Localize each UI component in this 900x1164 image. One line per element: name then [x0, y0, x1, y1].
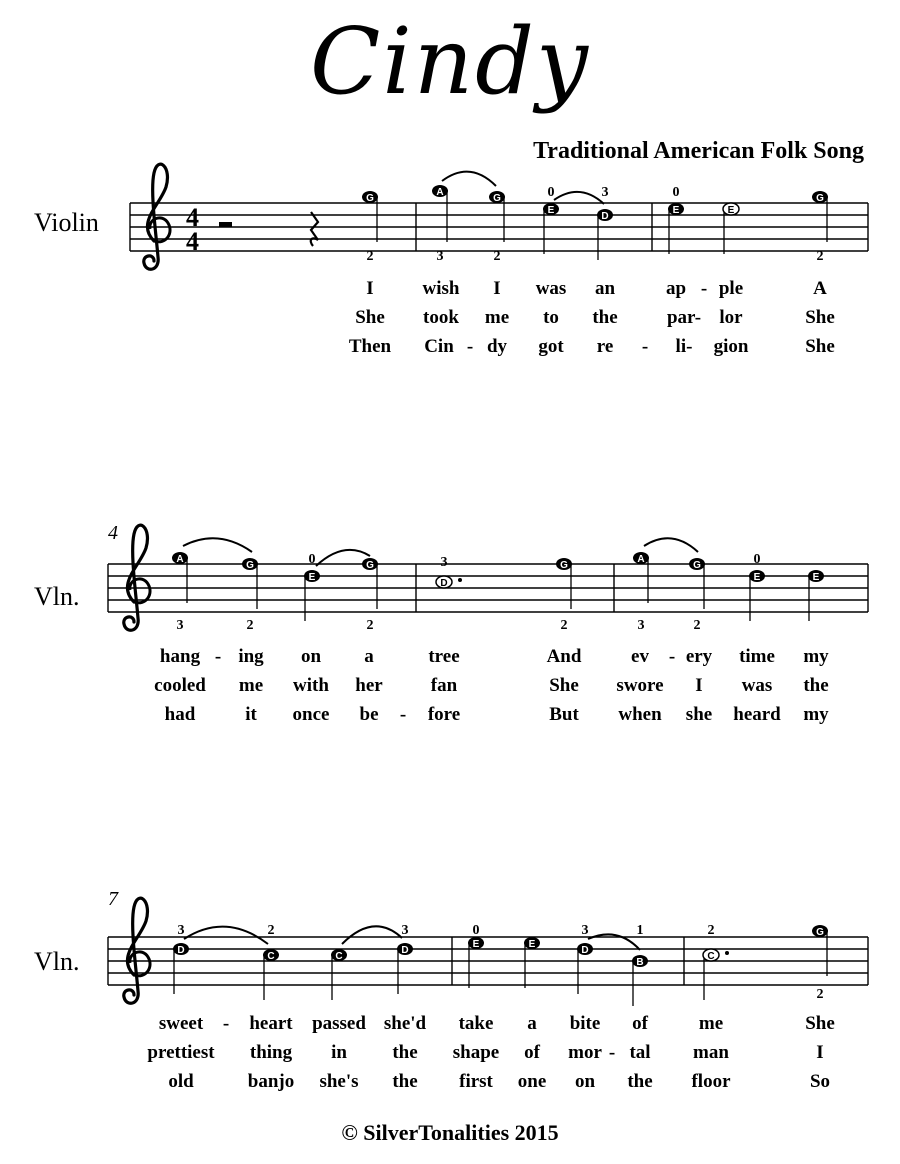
lyric: lor	[719, 307, 743, 328]
note-s3-4	[397, 923, 413, 994]
svg-text:A: A	[436, 187, 444, 198]
lyric: ple	[718, 278, 744, 299]
lyric: prettiest	[147, 1042, 215, 1063]
svg-text:E: E	[547, 205, 555, 216]
slur	[554, 192, 604, 204]
lyric: in	[331, 1042, 347, 1063]
note-s3-7	[577, 923, 593, 994]
lyric: the	[392, 1071, 418, 1092]
half-rest-icon	[219, 222, 232, 227]
lyric: once	[292, 704, 330, 725]
lyric: -	[222, 1013, 230, 1034]
svg-text:2: 2	[560, 618, 568, 633]
svg-text:E: E	[528, 939, 536, 950]
lyric: A	[813, 278, 827, 299]
lyric: mor	[568, 1042, 602, 1063]
lyric: I	[366, 278, 374, 299]
lyric: the	[803, 675, 829, 696]
note-s2-6	[556, 558, 572, 633]
slur	[342, 926, 402, 944]
svg-text:0: 0	[308, 552, 316, 567]
note-s2-3	[304, 552, 320, 621]
measure-number-4: 4	[108, 522, 118, 544]
svg-text:D: D	[177, 945, 185, 956]
lyric: to	[543, 307, 559, 328]
svg-text:2: 2	[707, 923, 715, 938]
lyric: swore	[616, 675, 664, 696]
svg-text:2: 2	[267, 923, 275, 938]
note-s1-2	[432, 185, 448, 264]
lyric: her	[355, 675, 383, 696]
svg-text:2: 2	[816, 249, 824, 264]
svg-text:A: A	[176, 554, 184, 565]
svg-text:3: 3	[601, 185, 609, 200]
lyric: heard	[733, 704, 781, 725]
svg-text:E: E	[308, 572, 316, 583]
measure-number-7: 7	[108, 888, 118, 910]
svg-text:E: E	[472, 939, 480, 950]
lyric: fan	[430, 675, 458, 696]
lyric: took	[423, 307, 459, 328]
svg-text:G: G	[816, 193, 824, 204]
lyric: of	[632, 1013, 648, 1034]
svg-text:0: 0	[547, 185, 555, 200]
lyric: bite	[569, 1013, 601, 1034]
note-s2-5	[436, 555, 462, 589]
lyric: passed	[312, 1013, 366, 1034]
lyric: thing	[249, 1042, 293, 1063]
svg-text:3: 3	[581, 923, 589, 938]
note-s1-7	[723, 203, 739, 254]
slur	[184, 927, 268, 944]
svg-text:G: G	[560, 560, 568, 571]
svg-text:2: 2	[816, 987, 824, 1002]
lyric: me	[484, 307, 510, 328]
lyric: -	[214, 646, 222, 667]
svg-text:2: 2	[366, 249, 374, 264]
lyric: -	[668, 646, 676, 667]
lyric: on	[574, 1071, 596, 1092]
lyric: banjo	[247, 1071, 295, 1092]
lyric: on	[300, 646, 322, 667]
lyric: cooled	[154, 675, 206, 696]
svg-text:G: G	[246, 560, 254, 571]
note-s3-5	[468, 923, 484, 988]
slur	[183, 538, 252, 552]
lyric: ery	[685, 646, 713, 667]
lyric: -	[608, 1042, 616, 1063]
lyric: old	[168, 1071, 194, 1092]
lyric: hang	[159, 646, 201, 667]
svg-text:D: D	[601, 211, 609, 222]
lyric: got	[538, 336, 564, 357]
svg-text:C: C	[707, 951, 715, 962]
svg-text:2: 2	[246, 618, 254, 633]
svg-text:2: 2	[693, 618, 701, 633]
lyric: She	[805, 307, 835, 328]
treble-clef-icon	[144, 164, 170, 269]
svg-text:E: E	[727, 205, 735, 216]
svg-text:D: D	[581, 945, 589, 956]
svg-text:3: 3	[177, 923, 185, 938]
lyric: tal	[629, 1042, 651, 1063]
svg-text:C: C	[335, 951, 343, 962]
svg-text:B: B	[636, 957, 644, 968]
treble-clef-icon	[124, 525, 150, 630]
lyric: fore	[427, 704, 461, 725]
lyric: a	[364, 646, 374, 667]
lyric: time	[739, 646, 775, 667]
lyric: gion	[713, 336, 749, 357]
lyric: of	[524, 1042, 540, 1063]
note-s3-3	[331, 949, 347, 1000]
lyric: had	[164, 704, 196, 725]
svg-text:G: G	[693, 560, 701, 571]
lyric: -	[641, 336, 649, 357]
svg-text:2: 2	[493, 249, 501, 264]
lyric: me	[238, 675, 264, 696]
lyric: the	[627, 1071, 653, 1092]
note-s2-2	[242, 558, 258, 633]
lyric: li-	[675, 336, 693, 357]
lyric: she's	[319, 1071, 359, 1092]
note-s2-9	[749, 552, 765, 621]
svg-text:G: G	[366, 560, 374, 571]
time-sig-bottom: 4	[186, 227, 199, 256]
note-s3-1	[173, 923, 189, 994]
lyric: she	[685, 704, 713, 725]
note-s3-8	[632, 923, 648, 1006]
staff-system-2	[108, 525, 868, 633]
lyric: when	[618, 704, 662, 725]
treble-clef-icon	[124, 898, 150, 1003]
svg-text:A: A	[637, 554, 645, 565]
lyric: -	[466, 336, 474, 357]
lyric: So	[809, 1071, 831, 1092]
lyric: she'd	[383, 1013, 427, 1034]
lyric: one	[517, 1071, 547, 1092]
staff-system-1	[130, 164, 868, 269]
lyric: Then	[348, 336, 392, 357]
svg-text:3: 3	[440, 555, 448, 570]
copyright-notice: © SilverTonalities 2015	[341, 1120, 559, 1145]
slur	[442, 172, 496, 186]
lyric: And	[546, 646, 582, 667]
lyric: the	[592, 307, 618, 328]
svg-text:D: D	[440, 578, 448, 589]
svg-text:3: 3	[436, 249, 444, 264]
staff-system-3	[108, 898, 868, 1006]
svg-text:E: E	[812, 572, 820, 583]
lyric: take	[458, 1013, 494, 1034]
lyric: a	[527, 1013, 537, 1034]
lyric: sweet	[158, 1013, 204, 1034]
note-s1-6	[668, 185, 684, 254]
svg-text:0: 0	[672, 185, 680, 200]
lyric: with	[293, 675, 329, 696]
lyric: ev	[631, 646, 649, 667]
svg-text:3: 3	[176, 618, 184, 633]
lyric: ing	[238, 646, 264, 667]
quarter-rest-icon	[311, 212, 318, 246]
svg-text:3: 3	[637, 618, 645, 633]
svg-text:3: 3	[401, 923, 409, 938]
lyric: She	[805, 336, 835, 357]
song-title: Cindy	[310, 8, 590, 115]
lyric: my	[803, 704, 829, 725]
svg-text:E: E	[672, 205, 680, 216]
lyric: the	[392, 1042, 418, 1063]
lyric: I	[493, 278, 501, 299]
lyric: was	[535, 278, 567, 299]
lyric: shape	[452, 1042, 500, 1063]
svg-text:C: C	[267, 951, 275, 962]
lyric: She	[355, 307, 385, 328]
instrument-label-vln-2: Vln.	[34, 582, 80, 611]
lyric: was	[741, 675, 773, 696]
svg-text:0: 0	[753, 552, 761, 567]
lyric: Cin	[424, 336, 454, 357]
slur	[644, 538, 698, 552]
lyric: floor	[691, 1071, 731, 1092]
lyric: me	[698, 1013, 724, 1034]
lyric: my	[803, 646, 829, 667]
lyric: man	[693, 1042, 729, 1063]
lyric: She	[549, 675, 579, 696]
lyric: I	[695, 675, 703, 696]
svg-text:D: D	[401, 945, 409, 956]
lyric: She	[805, 1013, 835, 1034]
lyric: -	[700, 278, 708, 299]
lyric: it	[245, 704, 257, 725]
svg-text:1: 1	[636, 923, 644, 938]
note-s2-4	[362, 558, 378, 633]
lyric: be	[359, 704, 379, 725]
lyric: ap	[665, 278, 687, 299]
note-s1-4	[543, 185, 559, 254]
svg-text:G: G	[366, 193, 374, 204]
lyric: par-	[666, 307, 702, 328]
note-s2-10	[808, 570, 824, 621]
lyric: But	[549, 704, 579, 725]
lyric: an	[594, 278, 616, 299]
instrument-label-vln-3: Vln.	[34, 947, 80, 976]
lyric: first	[459, 1071, 493, 1092]
lyric: wish	[422, 278, 460, 299]
note-s3-6	[524, 937, 540, 988]
lyric: I	[816, 1042, 824, 1063]
svg-text:G: G	[816, 927, 824, 938]
lyric: tree	[428, 646, 460, 667]
svg-text:G: G	[493, 193, 501, 204]
svg-text:0: 0	[472, 923, 480, 938]
lyric: -	[399, 704, 407, 725]
instrument-label-violin: Violin	[34, 208, 99, 237]
lyric: heart	[249, 1013, 293, 1034]
lyric: re	[596, 336, 614, 357]
composer-credit: Traditional American Folk Song	[533, 138, 864, 164]
note-s1-5	[597, 185, 613, 260]
lyric: dy	[486, 336, 508, 357]
svg-text:2: 2	[366, 618, 374, 633]
time-sig-top: 4	[186, 203, 199, 232]
svg-text:E: E	[753, 572, 761, 583]
note-s2-8	[689, 558, 705, 633]
